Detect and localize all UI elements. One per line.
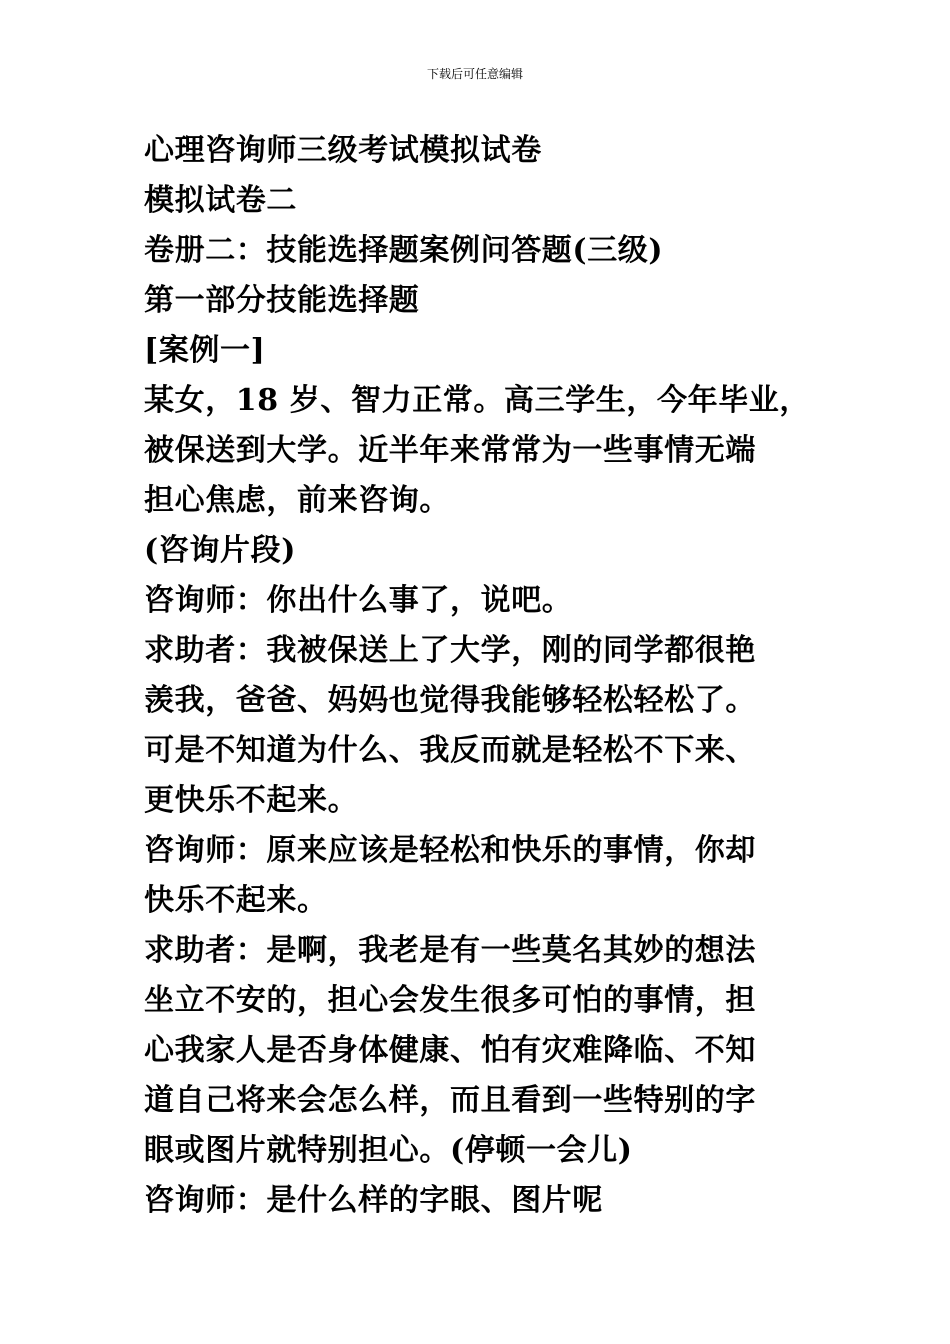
text-line: 咨询师：原来应该是轻松和快乐的事情，你却	[144, 833, 756, 868]
paper-subtitle: 模拟试卷二	[144, 183, 297, 218]
text-line: (咨询片段)	[144, 533, 296, 568]
text-line: 心我家人是否身体健康、怕有灾难降临、不知	[144, 1033, 756, 1068]
volume-heading: 卷册二：技能选择题案例问答题(三级)	[144, 233, 664, 268]
text-line: 求助者：是啊，我老是有一些莫名其妙的想法	[144, 933, 756, 968]
section-heading: 第一部分技能选择题	[144, 283, 420, 318]
text-line: 道自己将来会怎么样，而且看到一些特别的字	[144, 1083, 756, 1118]
text-line: 羡我，爸爸、妈妈也觉得我能够轻松轻松了。	[144, 683, 756, 718]
text-line: 可是不知道为什么、我反而就是轻松不下来、	[144, 733, 756, 768]
document-body	[144, 126, 824, 1226]
document-title: 心理咨询师三级考试模拟试卷	[144, 133, 542, 168]
case-label: [案例一]	[144, 333, 266, 368]
page-header-note: 下载后可任意编辑	[426, 67, 523, 81]
text-line: 被保送到大学。近半年来常常为一些事情无端	[144, 433, 756, 468]
text-line: 咨询师：你出什么事了，说吧。	[144, 583, 573, 618]
text-line: 快乐不起来。	[144, 883, 328, 918]
text-line: 求助者：我被保送上了大学，刚的同学都很艳	[144, 633, 756, 668]
text-line: 担心焦虑，前来咨询。	[144, 483, 450, 518]
text-line: 眼或图片就特别担心。(停顿一会儿)	[144, 1133, 633, 1168]
text-line: 更快乐不起来。	[144, 783, 359, 818]
text-line: 坐立不安的，担心会发生很多可怕的事情，担	[144, 983, 756, 1018]
text-line: 咨询师：是什么样的字眼、图片呢	[144, 1183, 603, 1218]
text-line: 某女，18 岁、智力正常。高三学生，今年毕业，	[144, 383, 810, 418]
